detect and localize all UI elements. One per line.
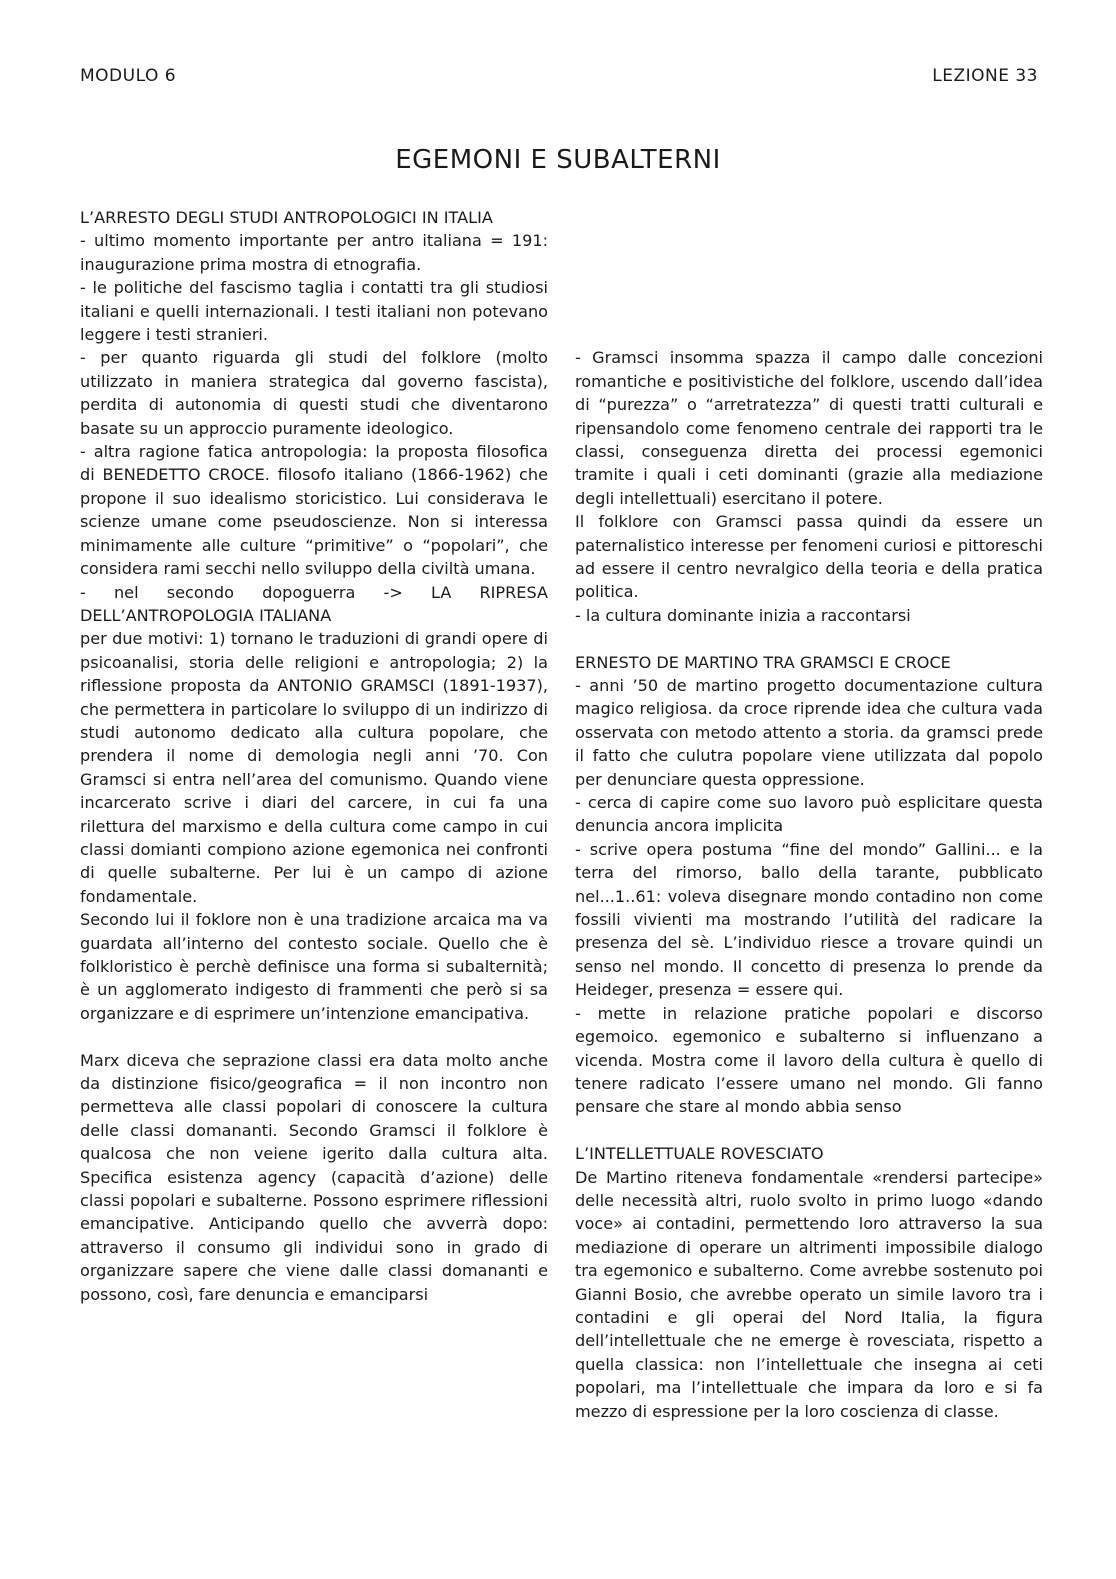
page-title: EGEMONI E SUBALTERNI — [395, 145, 721, 175]
blank-line — [575, 229, 1043, 252]
paragraph: - cerca di capire come suo lavoro può esplicitare questa denuncia ancora implicita — [575, 793, 1043, 836]
section-heading: L’ARRESTO DEGLI STUDI ANTROPOLOGICI IN ITALIA — [80, 208, 493, 227]
left-column — [80, 206, 548, 1306]
blank-line — [575, 1119, 1043, 1142]
blank-line — [575, 300, 1043, 323]
blank-line — [575, 276, 1043, 299]
section-heading: L’INTELLETTUALE ROVESCIATO — [575, 1144, 824, 1164]
paragraph: Secondo lui il foklore non è una tradizione arcaica ma va guardata all’interno del contesto sociale. Quello che è folkloristico è perchè definisce una forma si subalternità; è un agglomerato indigesto di frammenti che però si sa organizzare e di esprimere un’intenzione emancipativa. — [80, 910, 548, 1023]
paragraph: - mette in relazione pratiche popolari e discorso egemoico. egemonico e subalterno si influenzano a vicenda. Mostra come il lavoro della cultura è quello di tenere radicato l’essere umano nel mondo. Gli fanno pensare che stare al mondo abbia senso — [575, 1003, 1043, 1117]
paragraph: - le politiche del fascismo taglia i contatti tra gli studiosi italiani e quelli internazionali. I testi italiani non potevano leggere i testi stranieri. — [80, 278, 548, 345]
paragraph: - per quanto riguarda gli studi del folklore (molto utilizzato in maniera strategica dal governo fascista), perdita di autonomia di questi studi che diventarono basate su un approccio puramente ideologico. — [80, 348, 548, 438]
blank-line — [575, 253, 1043, 276]
paragraph: - la cultura dominante inizia a raccontarsi — [575, 605, 911, 625]
paragraph: per due motivi: 1) tornano le traduzioni di grandi opere di psicoanalisi, storia delle religioni e antropologia; 2) la riflessione proposta da ANTONIO GRAMSCI (1891-1937), che permettera in particolare lo sviluppo di un indirizzo di studi autonomo dedicato alla cultura popolare, che prendera il nome di demologia negli anni ’70. Con Gramsci si entra nell’area del comunismo. Quando viene incarcerato scrive i diari del carcere, in cui fa una rilettura del marxismo e della cultura come campo in cui classi domianti compiono azione egemonica nei confronti di quelle subalterne. Per lui è un campo di azione fondamentale. — [80, 629, 548, 906]
paragraph: - ultimo momento importante per antro italiana = 191: inaugurazione prima mostra di etnografia. — [80, 231, 548, 274]
blank-line — [575, 323, 1043, 346]
blank-line — [80, 1025, 548, 1048]
paragraph: - Gramsci insomma spazza il campo dalle concezioni romantiche e positivistiche del folklore, uscendo dall’idea di “purezza” o “arretratezza” di questi tratti culturali e ripensandolo come fenomeno centrale dei rapporti tra le classi, conseguenza diretta dei processi egemonici tramite i quali i ceti dominanti (grazie alla mediazione degli intellettuali) esercitano il potere. — [575, 348, 1043, 508]
module-label: MODULO 6 — [80, 66, 177, 86]
lesson-label: LEZIONE 33 — [932, 66, 1038, 86]
paragraph: Marx diceva che seprazione classi era data molto anche da distinzione fisico/geografica = il non incontro non permetteva alle classi popolari di conoscere la cultura delle classi domananti. Secondo Gramsci il folklore è qualcosa che non veiene igerito dalla cultura alta. Specifica esistenza agency (capacità d’azione) delle classi popolari e subalterne. Possono esprimere riflessioni emancipative. Anticipando quello che avverrà dopo: attraverso il consumo gli individui sono in grado di organizzare sapere che viene dalle classi domananti e possono, così, fare denuncia e emanciparsi — [80, 1050, 548, 1304]
paragraph: - scrive opera postuma “fine del mondo” Gallini... e la terra del rimorso, ballo della tarante, pubblicato nel...1..61: voleva disegnare mondo contadino non come fossili vivienti ma mostrando l’utilità del radicare la presenza del sè. L’individuo riesce a trovare quindi un senso nel mondo. Il concetto di presenza lo prende da Heideger, presenza = essere qui. — [575, 839, 1043, 1000]
section-heading: ERNESTO DE MARTINO TRA GRAMSCI E CROCE — [575, 652, 951, 672]
blank-line — [575, 627, 1043, 650]
paragraph: - altra ragione fatica antropologia: la proposta filosofica di BENEDETTO CROCE. filosofo italiano (1866-1962) che propone il suo idealismo storicistico. Lui considerava le scienze umane come pseudoscienze. Non si interessa minimamente alle culture “primitive” o “popolari”, che considera rami secchi nello sviluppo della civiltà umana. — [80, 442, 548, 579]
paragraph: - nel secondo dopoguerra -> LA RIPRESA DELL’ANTROPOLOGIA ITALIANA — [80, 582, 548, 625]
paragraph: Il folklore con Gramsci passa quindi da essere un paternalistico interesse per fenomeni curiosi e pittoreschi ad essere il centro nevralgico della teoria e della pratica politica. — [575, 512, 1043, 602]
blank-line — [575, 206, 1043, 229]
right-column — [575, 206, 1043, 1423]
paragraph: - anni ’50 de martino progetto documentazione cultura magico religiosa. da croce riprende idea che cultura vada osservata con metodo attento a storia. da gramsci prede il fatto che culutra popolare viene utilizzata dal popolo per denunciare questa oppressione. — [575, 676, 1043, 789]
paragraph: De Martino riteneva fondamentale «rendersi partecipe» delle necessità altri, ruolo svolto in primo luogo «dando voce» ai contadini, permettendo loro attraverso la sua mediazione di operare un altrimenti impossibile dialogo tra egemonico e subalterno. Come avrebbe sostenuto poi Gianni Bosio, che avrebbe operato un simile lavoro tra i contadini e gli operai del Nord Italia, la figura dell’intellettuale che ne emerge è rovesciata, rispetto a quella classica: non l’intellettuale che insegna ai ceti popolari, ma l’intellettuale che impara da loro e si fa mezzo di espressione per la loro coscienza di classe. — [575, 1167, 1043, 1421]
